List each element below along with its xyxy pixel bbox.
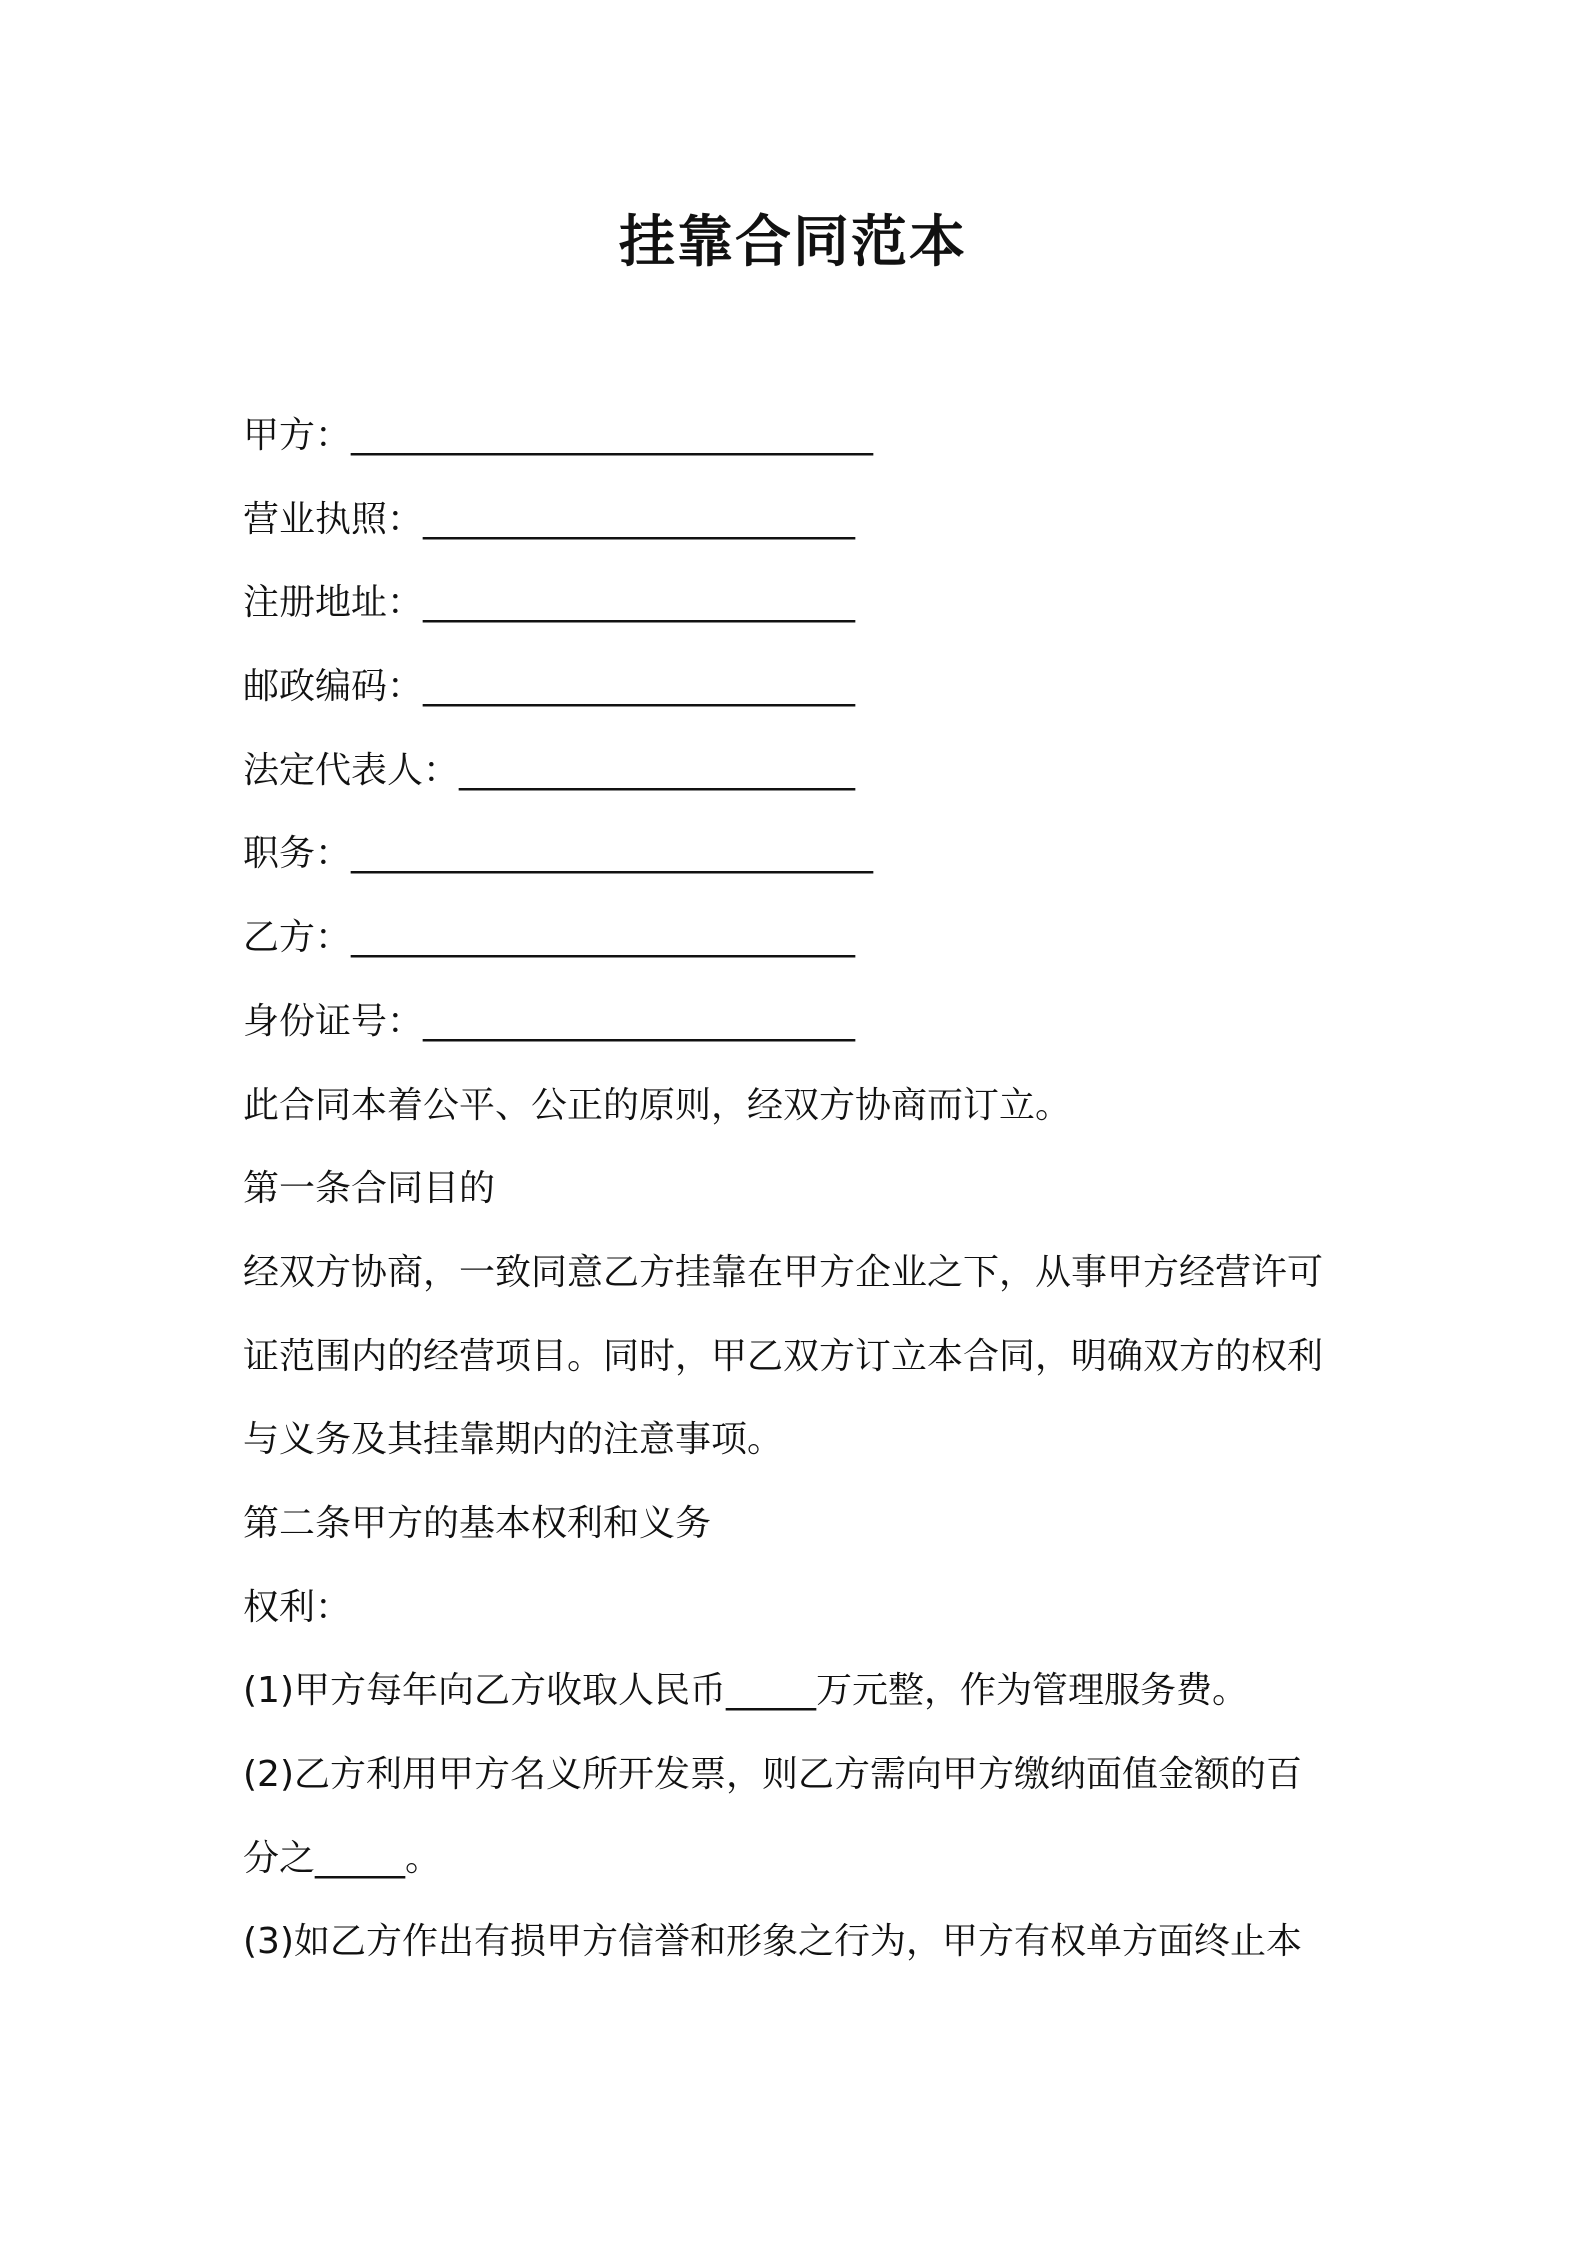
field-blank: ______________________	[459, 749, 856, 791]
field-registered-address	[243, 573, 1368, 657]
paragraph-line: 证范围内的经营项目。同时，甲乙双方订立本合同，明确双方的权利	[243, 1335, 1324, 1377]
article-2-heading: 第二条甲方的基本权利和义务	[243, 1502, 712, 1544]
field-blank: ________________________	[423, 582, 856, 624]
paragraph-line: 与义务及其挂靠期内的注意事项。	[243, 1419, 784, 1461]
field-id-number	[243, 992, 1368, 1076]
field-party-b	[243, 908, 1368, 992]
field-label: 职务：	[243, 833, 352, 875]
field-business-license	[243, 490, 1368, 574]
document-title: 挂靠合同范本	[619, 210, 967, 275]
field-label: 邮政编码：	[243, 666, 424, 708]
paragraph-line: 经双方协商，一致同意乙方挂靠在甲方企业之下，从事甲方经营许可	[243, 1251, 1324, 1293]
field-blank: ________________________	[423, 666, 856, 708]
field-blank: ________________________	[423, 498, 856, 540]
field-legal-representative	[243, 741, 1368, 825]
clause-3: (3)如乙方作出有损甲方信誉和形象之行为，甲方有权单方面终止本	[243, 1921, 1302, 1963]
clause-2-continued: 分之_____。	[243, 1837, 442, 1879]
field-postal-code	[243, 657, 1368, 741]
document-body	[243, 406, 1368, 1996]
field-blank: _____________________________	[351, 415, 874, 456]
article-1-heading: 第一条合同目的	[243, 1168, 496, 1210]
field-label: 乙方：	[243, 917, 352, 959]
field-party-a	[243, 406, 1368, 490]
field-label: 注册地址：	[243, 582, 424, 624]
field-label: 身份证号：	[243, 1000, 424, 1042]
rights-heading: 权利：	[243, 1586, 352, 1628]
clause-1: (1)甲方每年向乙方收取人民币_____万元整，作为管理服务费。	[243, 1670, 1248, 1712]
field-blank: ________________________	[423, 1000, 856, 1042]
field-label: 营业执照：	[243, 498, 424, 540]
field-blank: ____________________________	[351, 917, 856, 959]
field-position	[243, 824, 1368, 908]
field-blank: _____________________________	[351, 833, 874, 875]
preamble-text: 此合同本着公平、公正的原则，经双方协商而订立。	[243, 1084, 1072, 1126]
clause-2: (2)乙方利用甲方名义所开发票，则乙方需向甲方缴纳面值金额的百	[243, 1754, 1302, 1795]
field-label: 法定代表人：	[243, 749, 460, 791]
field-label: 甲方：	[243, 415, 352, 456]
